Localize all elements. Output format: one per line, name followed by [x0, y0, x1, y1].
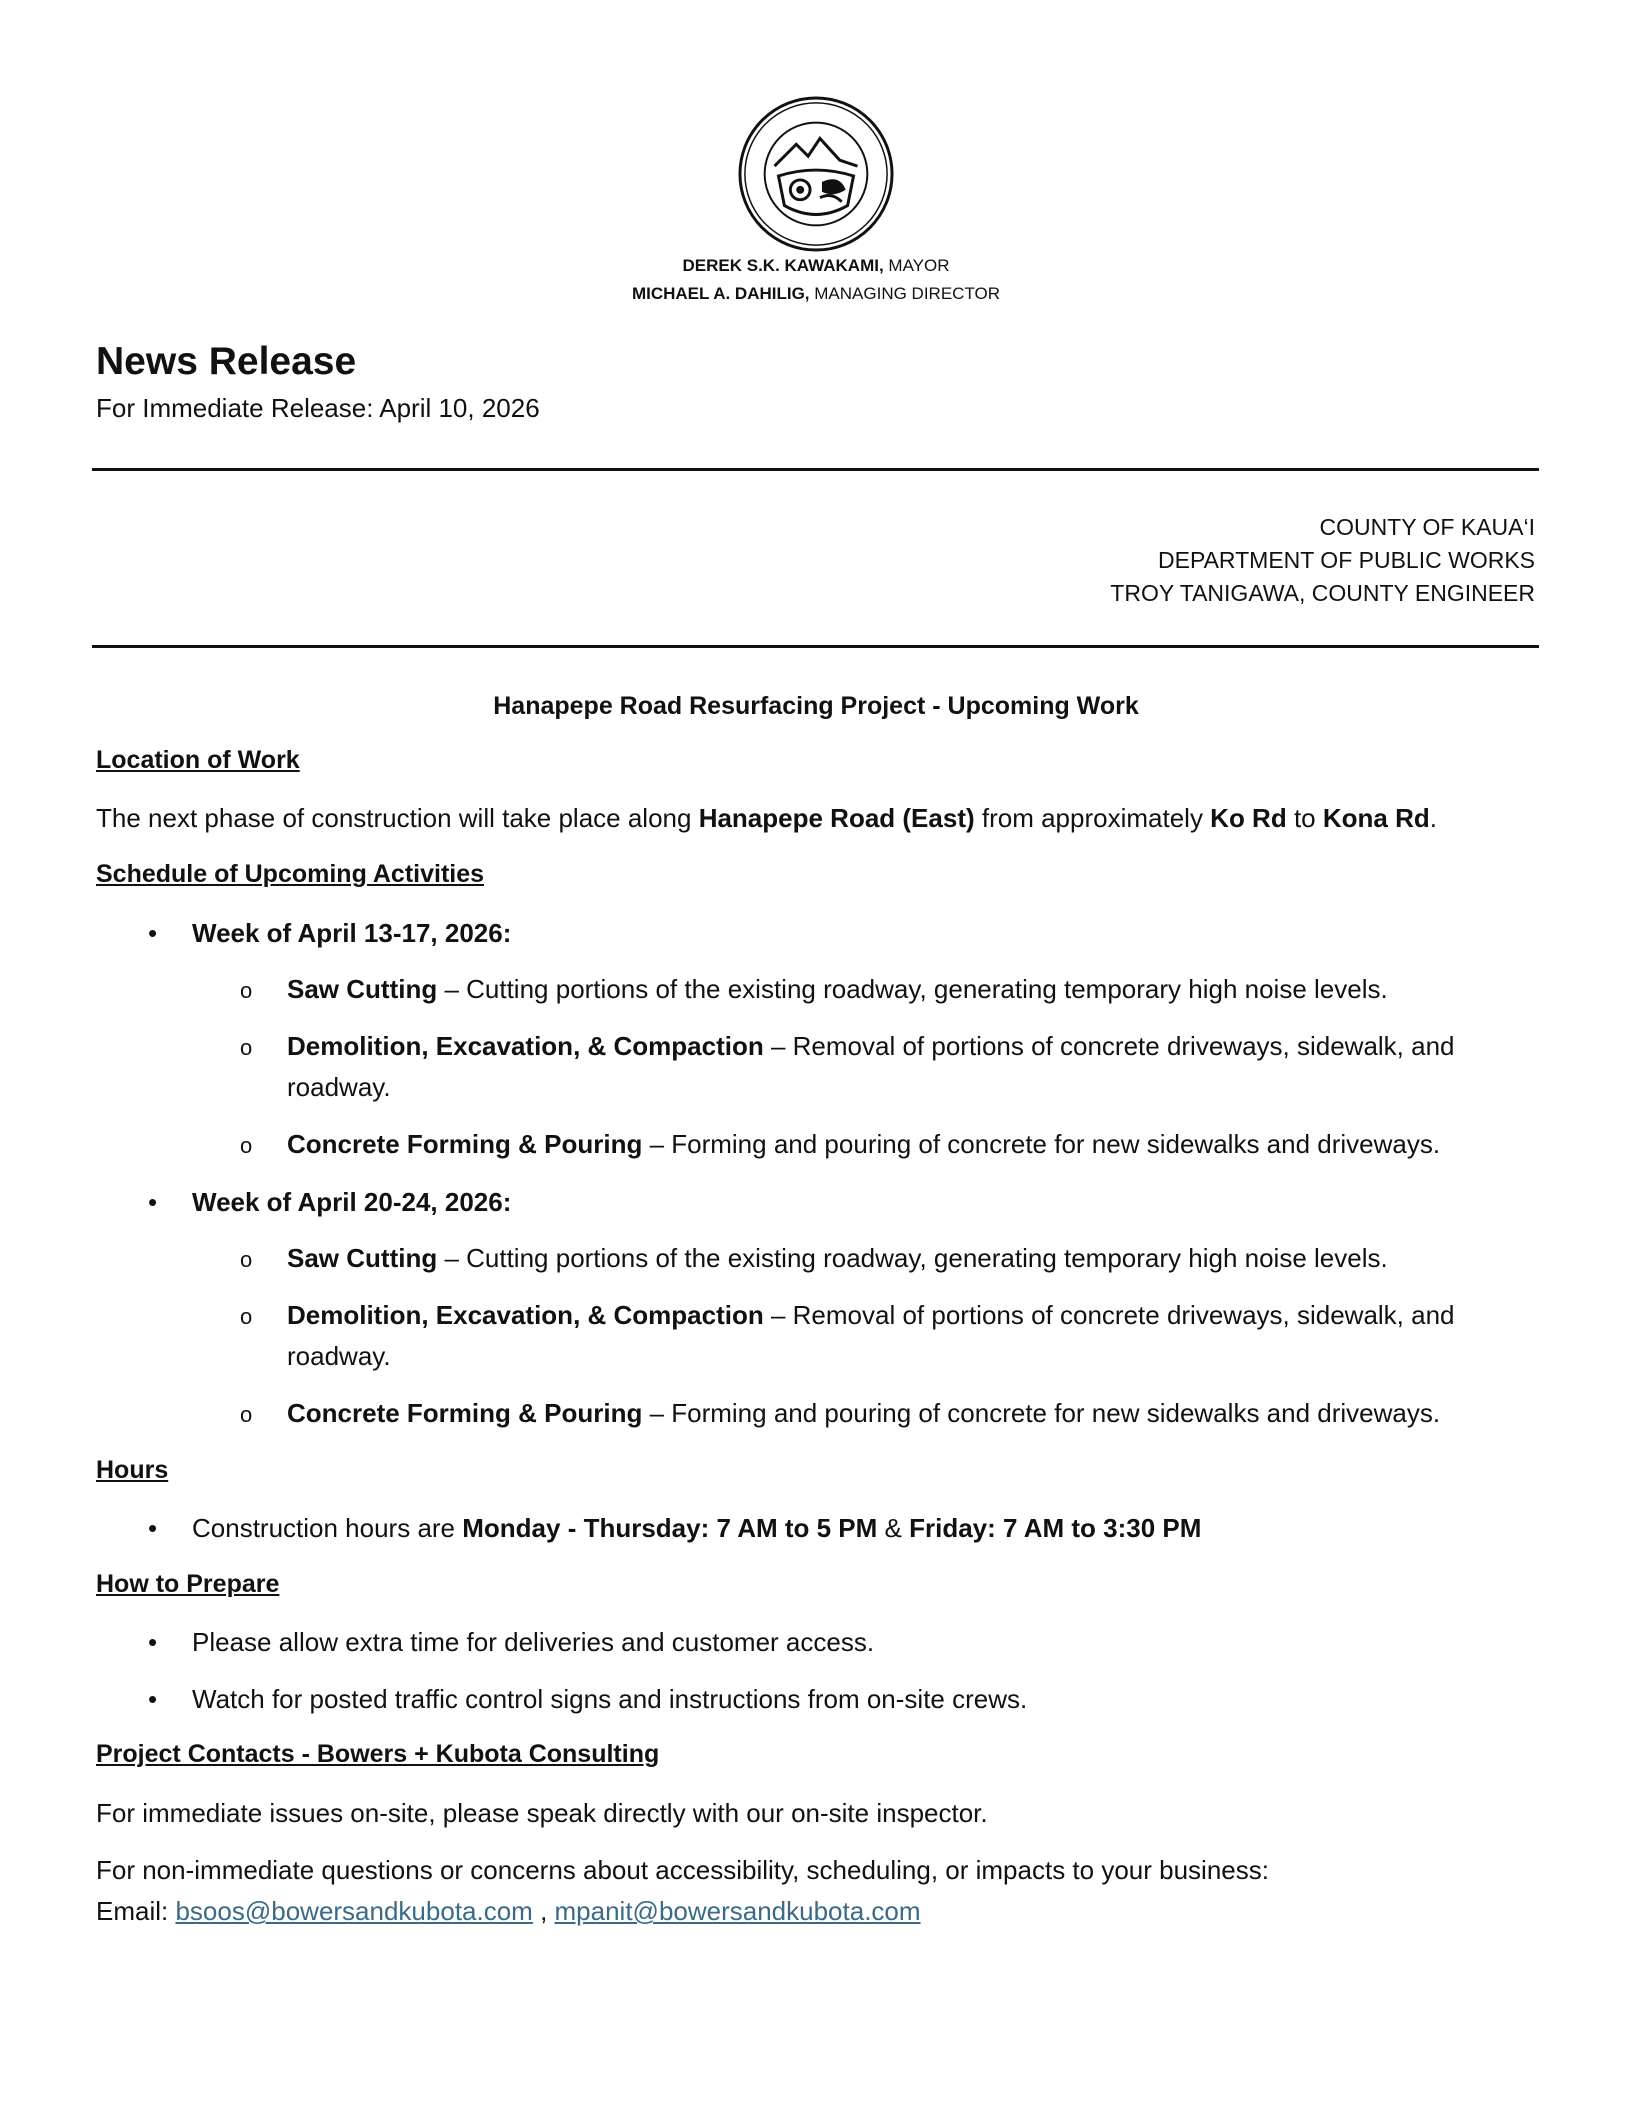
contacts-section-title: Project Contacts - Bowers + Kubota Consulting: [96, 1740, 660, 1768]
mayor-line: [0, 256, 1632, 276]
mayor-name: DEREK S.K. KAWAKAMI,: [682, 256, 884, 275]
bullet-icon: •: [148, 1627, 158, 1657]
mayor-role: MAYOR: [888, 256, 950, 275]
location-from: Ko Rd: [1210, 803, 1287, 833]
sub-bullet-icon: o: [240, 1247, 253, 1272]
activity-item: [287, 1295, 1477, 1377]
contacts-line-1: For immediate issues on-site, please speak directly with our on-site inspector.: [96, 1798, 988, 1828]
hours-separator: &: [877, 1513, 910, 1543]
activity-item: [287, 1393, 1477, 1434]
sub-bullet-icon: o: [240, 1133, 253, 1158]
activity-item: [287, 969, 1477, 1010]
activity-desc: – Forming and pouring of concrete for new sidewalks and driveways.: [642, 1129, 1441, 1159]
location-text: to: [1286, 803, 1323, 833]
bullet-icon: •: [148, 1684, 158, 1714]
activity-item: [287, 1124, 1477, 1165]
page-title: News Release: [96, 340, 357, 383]
bullet-icon: •: [148, 1187, 158, 1217]
activity-desc: – Removal of portions of concrete driveways, sidewalk, and roadway.: [287, 1300, 1455, 1371]
hours-intro: Construction hours are: [192, 1513, 463, 1543]
week-label: Week of April 13-17, 2026:: [192, 918, 512, 948]
activity-title: Saw Cutting: [287, 974, 438, 1004]
week-label: Week of April 20-24, 2026:: [192, 1187, 512, 1217]
sub-bullet-icon: o: [240, 1035, 253, 1060]
activity-title: Demolition, Excavation, & Compaction: [287, 1300, 764, 1330]
divider-bottom: [92, 645, 1539, 648]
activity-title: Demolition, Excavation, & Compaction: [287, 1031, 764, 1061]
release-heading: Hanapepe Road Resurfacing Project - Upcoming Work: [493, 692, 1139, 720]
activity-item: [287, 1238, 1477, 1279]
activity-item: [287, 1026, 1477, 1108]
activity-title: Saw Cutting: [287, 1243, 438, 1273]
managing-director-role: MANAGING DIRECTOR: [814, 284, 1001, 303]
location-text: .: [1429, 803, 1437, 833]
hours-text: [192, 1513, 1201, 1544]
managing-director-line: [0, 284, 1632, 304]
email-separator: ,: [532, 1896, 555, 1926]
sub-bullet-icon: o: [240, 978, 253, 1003]
divider-top: [92, 468, 1539, 471]
activity-title: Concrete Forming & Pouring: [287, 1398, 643, 1428]
activity-desc: – Forming and pouring of concrete for new sidewalks and driveways.: [642, 1398, 1441, 1428]
location-road: Hanapepe Road (East): [698, 803, 975, 833]
hours-friday: Friday: 7 AM to 3:30 PM: [909, 1513, 1202, 1543]
location-text: The next phase of construction will take place along: [96, 803, 699, 833]
bullet-icon: •: [148, 1513, 158, 1543]
prepare-item: Please allow extra time for deliveries and customer access.: [192, 1627, 875, 1657]
sub-bullet-icon: o: [240, 1304, 253, 1329]
contacts-line-2: For non-immediate questions or concerns about accessibility, scheduling, or impacts to your business:: [96, 1855, 1269, 1885]
activity-desc: – Cutting portions of the existing roadway, generating temporary high noise levels.: [437, 1243, 1388, 1273]
sub-bullet-icon: o: [240, 1402, 253, 1427]
department-engineer: TROY TANIGAWA, COUNTY ENGINEER: [1110, 580, 1535, 606]
contacts-email-line: [96, 1896, 921, 1927]
location-paragraph: [96, 803, 1437, 834]
release-date: For Immediate Release: April 10, 2026: [96, 393, 540, 423]
email-link-mpanit[interactable]: mpanit@bowersandkubota.com: [554, 1896, 921, 1926]
hours-section-title: Hours: [96, 1456, 169, 1484]
activity-desc: – Cutting portions of the existing roadway, generating temporary high noise levels.: [437, 974, 1388, 1004]
managing-director-name: MICHAEL A. DAHILIG,: [631, 284, 810, 303]
location-to: Kona Rd: [1322, 803, 1430, 833]
activity-desc: – Removal of portions of concrete driveways, sidewalk, and roadway.: [287, 1031, 1455, 1102]
hours-weekday: Monday - Thursday: 7 AM to 5 PM: [462, 1513, 878, 1543]
email-link-bsoos[interactable]: bsoos@bowersandkubota.com: [175, 1896, 533, 1926]
bullet-icon: •: [148, 918, 158, 948]
department-county: COUNTY OF KAUA‘I: [1319, 514, 1535, 540]
county-seal-icon: [737, 95, 895, 253]
department-name: DEPARTMENT OF PUBLIC WORKS: [1158, 547, 1535, 573]
location-text: from approximately: [974, 803, 1211, 833]
activity-title: Concrete Forming & Pouring: [287, 1129, 643, 1159]
prepare-item: Watch for posted traffic control signs and instructions from on-site crews.: [192, 1684, 1028, 1714]
location-section-title: Location of Work: [96, 746, 300, 774]
prepare-section-title: How to Prepare: [96, 1570, 280, 1598]
schedule-section-title: Schedule of Upcoming Activities: [96, 860, 485, 888]
email-label: Email:: [96, 1896, 176, 1926]
